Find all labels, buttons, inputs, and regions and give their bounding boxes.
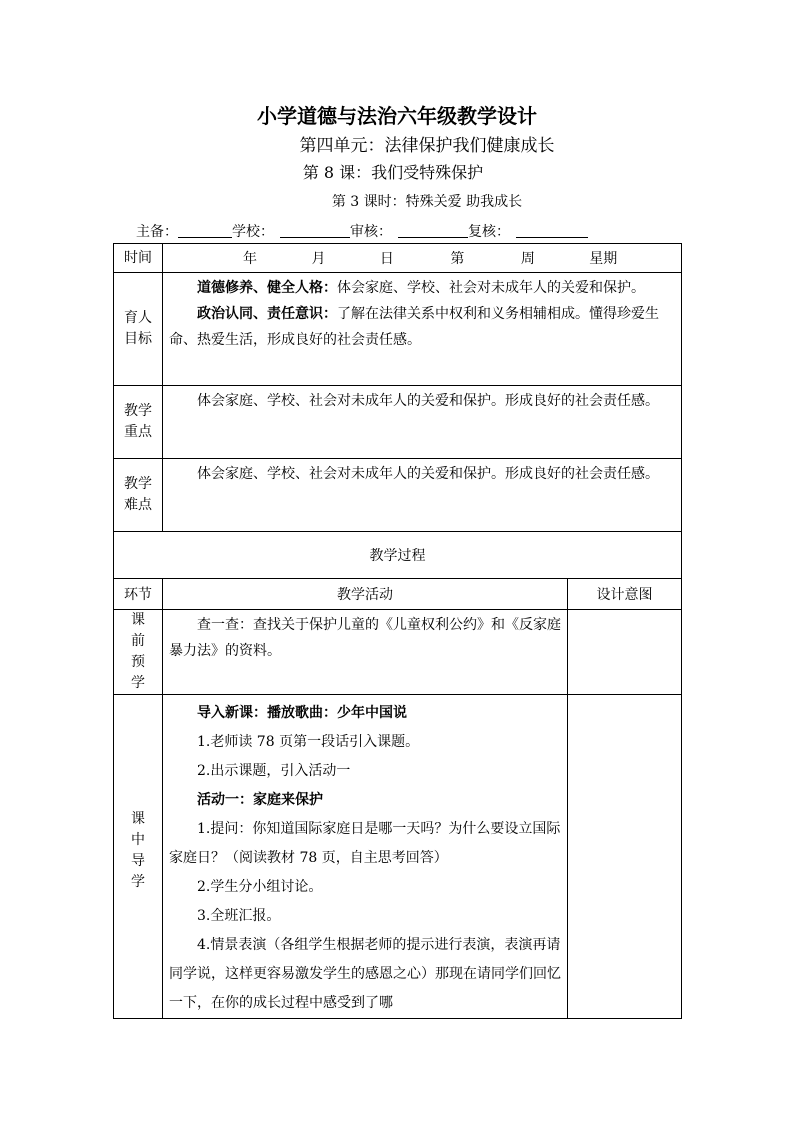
goal-paragraph-2 xyxy=(169,301,675,353)
goal-2-text: 了解在法律关系中权利和义务相辅相成。懂得珍爱生命、热爱生活，形成良好的社会责任感。 xyxy=(169,306,659,348)
difficulties-label xyxy=(114,459,163,532)
school-blank xyxy=(280,223,350,238)
goal-1-text: 体会家庭、学校、社会对未成年人的关爱和保护。 xyxy=(337,280,645,296)
activity-line: 4.情景表演（各组学生根据老师的提示进行表演，表演再请同学说，这样更容易激发学生的感恩之心）那现在请同学们回忆一下，在你的成长过程中感受到了哪 xyxy=(169,937,561,1011)
key-points-content xyxy=(163,386,682,459)
key-points-row xyxy=(114,386,682,459)
review-blank xyxy=(398,223,468,238)
pre-class-intent xyxy=(568,610,682,695)
time-label: 时间 xyxy=(114,244,163,273)
in-class-label-char: 学 xyxy=(131,874,145,890)
review-label: 审核： xyxy=(350,224,392,240)
month-label: 月 xyxy=(311,251,326,267)
meta-line xyxy=(136,221,588,241)
process-header-row xyxy=(114,532,682,579)
column-activity: 教学活动 xyxy=(163,579,568,610)
in-class-row xyxy=(114,695,682,1019)
preparer-label: 主备： xyxy=(136,224,178,240)
pre-class-label-char: 前 xyxy=(131,633,145,649)
document-title: 小学道德与法治六年级教学设计 xyxy=(257,104,537,128)
key-points-label-line2: 重点 xyxy=(124,424,152,440)
unit-title: 第四单元：法律保护我们健康成长 xyxy=(299,136,555,156)
key-points-text: 体会家庭、学校、社会对未成年人的关爱和保护。形成良好的社会责任感。 xyxy=(197,393,659,409)
difficulties-text: 体会家庭、学校、社会对未成年人的关爱和保护。形成良好的社会责任感。 xyxy=(197,466,659,482)
difficulties-label-line2: 难点 xyxy=(124,497,152,513)
column-step: 环节 xyxy=(114,579,163,610)
in-class-label-char: 课 xyxy=(131,811,145,827)
school-label: 学校： xyxy=(232,224,274,240)
process-header: 教学过程 xyxy=(114,532,682,579)
pre-class-row xyxy=(114,610,682,695)
time-row xyxy=(114,244,682,273)
goal-paragraph-1 xyxy=(169,275,675,301)
goals-label-line2: 目标 xyxy=(124,331,152,347)
in-class-intent xyxy=(568,695,682,1019)
column-header-row xyxy=(114,579,682,610)
goal-2-key: 政治认同、责任意识： xyxy=(197,306,337,322)
pre-class-label-char: 预 xyxy=(131,654,145,670)
activity-line: 活动一：家庭来保护 xyxy=(197,792,323,808)
key-points-label-line1: 教学 xyxy=(124,403,152,419)
weekday-label: 星期 xyxy=(589,251,618,267)
goals-content xyxy=(163,273,682,386)
ordinal-label: 第 xyxy=(450,251,465,267)
difficulties-label-line1: 教学 xyxy=(124,476,152,492)
in-class-label-char: 中 xyxy=(131,832,145,848)
lesson-title: 第 8 课：我们受特殊保护 xyxy=(302,163,484,182)
activity-line: 3.全班汇报。 xyxy=(197,908,281,924)
activity-line: 1.提问：你知道国际家庭日是哪一天吗？为什么要设立国际家庭日？（阅读教材 78 页，自主思考回答） xyxy=(169,821,561,866)
in-class-label xyxy=(114,695,163,1019)
day-label: 日 xyxy=(379,251,394,267)
pre-class-label xyxy=(114,610,163,695)
in-class-activity xyxy=(163,695,568,1019)
pre-class-label-char: 课 xyxy=(131,612,145,628)
recheck-blank xyxy=(516,223,588,238)
activity-line: 2.出示课题，引入活动一 xyxy=(197,763,351,779)
recheck-label: 复核： xyxy=(468,224,510,240)
year-label: 年 xyxy=(243,251,257,267)
in-class-label-char: 导 xyxy=(131,853,145,869)
pre-class-activity xyxy=(163,610,568,695)
column-intent: 设计意图 xyxy=(568,579,682,610)
preparer-blank xyxy=(178,223,232,238)
difficulties-content xyxy=(163,459,682,532)
activity-line: 2.学生分小组讨论。 xyxy=(197,879,323,895)
difficulties-row xyxy=(114,459,682,532)
goals-label xyxy=(114,273,163,386)
activity-line: 1.老师读 78 页第一段话引入课题。 xyxy=(197,734,420,750)
lesson-plan-table xyxy=(113,243,682,1019)
time-fields xyxy=(163,244,682,273)
activity-line: 导入新课：播放歌曲：少年中国说 xyxy=(197,705,407,721)
goal-1-key: 道德修养、健全人格： xyxy=(197,280,337,296)
period-title: 第 3 课时：特殊关爱 助我成长 xyxy=(331,194,523,210)
key-points-label xyxy=(114,386,163,459)
pre-class-label-char: 学 xyxy=(131,675,145,691)
pre-class-text: 查一查：查找关于保护儿童的《儿童权利公约》和《反家庭暴力法》的资料。 xyxy=(169,617,561,659)
goals-row xyxy=(114,273,682,386)
week-label: 周 xyxy=(520,251,535,267)
goals-label-line1: 育人 xyxy=(124,310,152,326)
